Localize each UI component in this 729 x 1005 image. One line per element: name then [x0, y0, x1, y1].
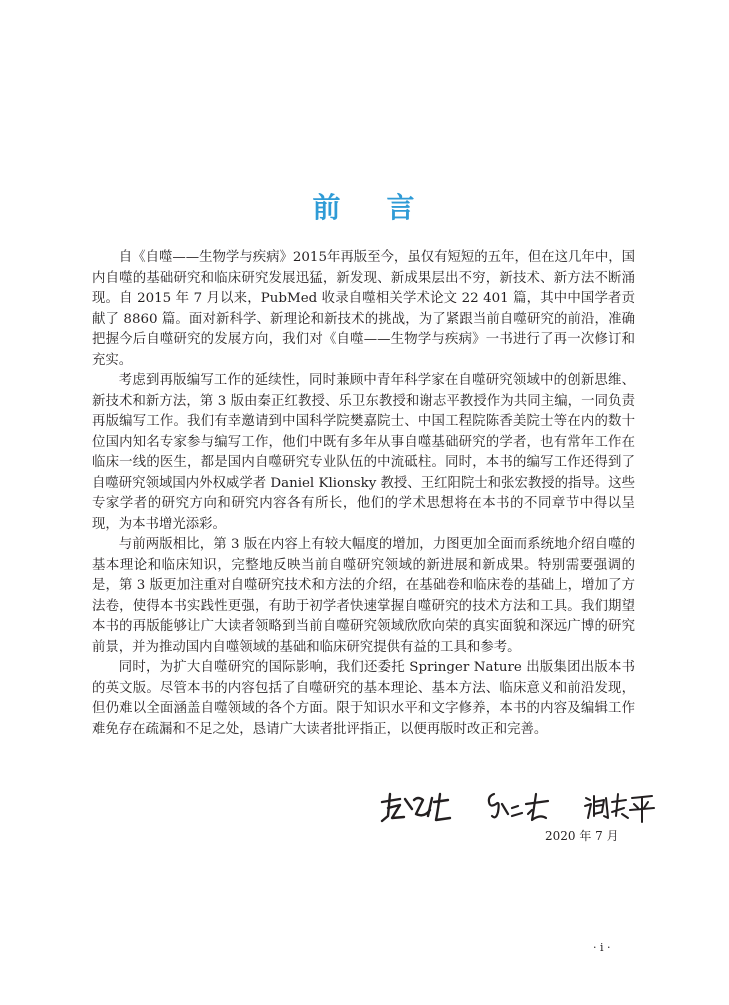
title-char-2: 言	[386, 191, 417, 224]
title-char-1: 前	[312, 191, 343, 224]
paragraph-1: 自《自噬——生物学与疾病》2015年再版至今，虽仅有短短的五年，但在这几年中，国内自噬的基础研究和临床研究发展迅猛，新发现、新成果层出不穷，新技术、新方法不断涌现。自 2015 年 7 月以来，PubMed 收录自噬相关学术论文 22 401 篇，其中中国学者贡献了 8860 篇。面对新科学、新理论和新技术的挑战，为了紧跟当前自噬研究的前沿，准确把握今后自噬研究的发展方向，我们对《自噬——生物学与疾病》一书进行了再一次修订和充实。	[92, 250, 635, 368]
preface-date: 2020 年 7 月	[545, 829, 619, 843]
preface-body	[92, 248, 635, 740]
signature-3	[582, 790, 658, 824]
signature-2	[482, 790, 554, 824]
paragraph-2: 考虑到再版编写工作的延续性，同时兼顾中青年科学家在自噬研究领域中的创新思维、新技术和新方法，第 3 版由秦正红教授、乐卫东教授和谢志平教授作为共同主编，一同负责再版编写工作。我们有幸邀请到中国科学院樊嘉院士、中国工程院陈香美院士等在内的数十位国内知名专家参与编写工作，他们中既有多年从事自噬基础研究的学者，也有常年工作在临床一线的医生，都是国内自噬研究专业队伍的中流砥柱。同时，本书的编写工作还得到了自噬研究领域国内外权威学者 Daniel Klionsky 教授、王红阳院士和张宏教授的指导。这些专家学者的研究方向和研究内容各有所长，他们的学术思想将在本书的不同章节中得以呈现，为本书增光添彩。	[92, 373, 635, 532]
page-number: · i ·	[593, 941, 611, 954]
paragraph-4: 同时，为扩大自噬研究的国际影响，我们还委托 Springer Nature 出版集团出版本书的英文版。尽管本书的内容包括了自噬研究的基本理论、基本方法、临床意义和前沿发现，但仍难以全面涵盖自噬领域的各个方面。限于知识水平和文字修养，本书的内容及编辑工作难免存在疏漏和不足之处，恳请广大读者批评指正，以便再版时改正和完善。	[92, 660, 635, 737]
page-title	[0, 186, 729, 226]
editor-signatures	[370, 790, 660, 824]
signature-1	[378, 790, 456, 824]
paragraph-3: 与前两版相比，第 3 版在内容上有较大幅度的增加，力图更加全面而系统地介绍自噬的基本理论和临床知识，完整地反映当前自噬研究领域的新进展和新成果。特别需要强调的是，第 3 版更加注重对自噬研究技术和方法的介绍，在基础卷和临床卷的基础上，增加了方法卷，使得本书实践性更强，有助于初学者快速掌握自噬研究的技术方法和工具。我们期望本书的再版能够让广大读者领略到当前自噬研究领域欣欣向荣的真实面貌和深远广博的研究前景，并为推动国内自噬领域的基础和临床研究提供有益的工具和参考。	[92, 537, 635, 655]
